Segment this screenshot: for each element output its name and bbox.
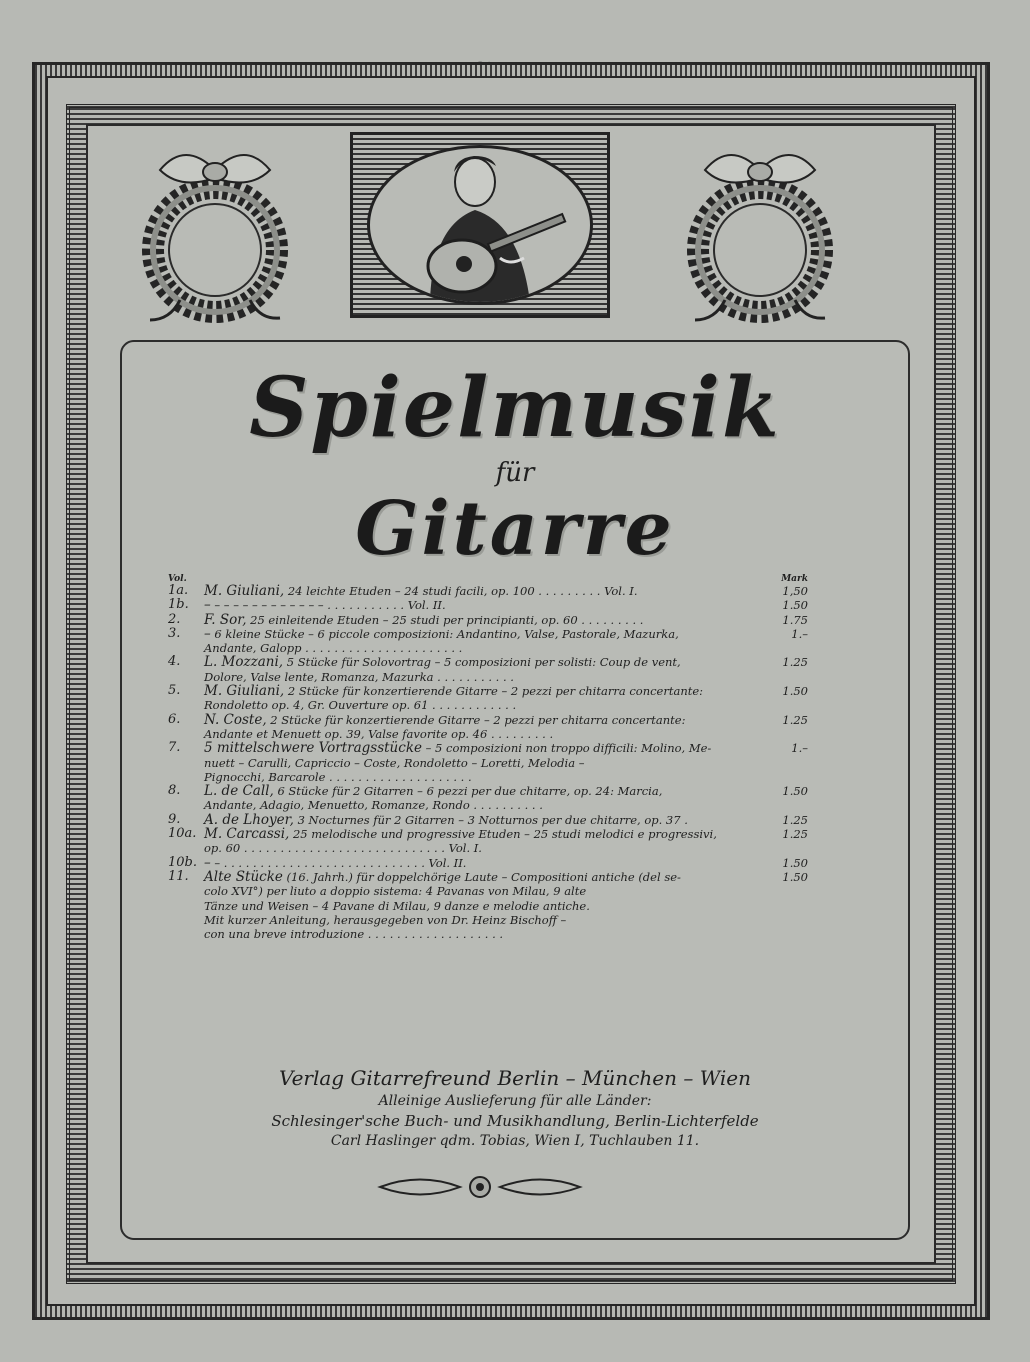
publisher-block xyxy=(0,1066,1030,1149)
entry-number: 10b. xyxy=(168,854,197,870)
catalog-entry xyxy=(168,655,808,684)
page-subtitle: Gitarre xyxy=(355,486,675,572)
entry-price: 1.25 xyxy=(782,827,808,842)
catalog-entry xyxy=(168,827,808,856)
entry-description xyxy=(204,713,766,742)
entry-author: Alte Stücke xyxy=(204,868,283,885)
entry-price: 1.– xyxy=(791,741,808,756)
entry-price: 1.25 xyxy=(782,812,808,827)
entry-description xyxy=(204,598,766,612)
entry-description xyxy=(204,870,766,941)
guitarist-portrait xyxy=(350,132,610,318)
entry-text: – – – – – – – – – – – – . . . . . . . . . . . Vol. II. xyxy=(214,598,446,613)
entry-text: 25 melodische und progressive Etuden – 25 studi melodici e progressivi, op. 60 . . . . . . . . . . . . . . . . . . . . . . . . . . . . Vol. I. xyxy=(204,827,717,856)
laurel-wreath-left-icon xyxy=(120,130,310,330)
distributor-wien: Carl Haslinger qdm. Tobias, Wien I, Tuchlauben 11. xyxy=(330,1133,700,1149)
catalog-entry xyxy=(168,784,808,813)
entry-author: M. Carcassi, xyxy=(204,826,290,843)
entry-author: M. Giuliani, xyxy=(204,583,285,599)
entry-author: – xyxy=(204,625,211,642)
catalog-list xyxy=(168,572,808,941)
entry-number: 8. xyxy=(168,783,181,799)
catalog-entry xyxy=(168,741,808,784)
catalog-entry xyxy=(168,627,808,656)
entry-text: 6 kleine Stücke – 6 piccole composizioni: Andantino, Valse, Pastorale, Mazurka, Andante, Galopp . . . . . . . . . . . . . . . . . . . . . . xyxy=(204,626,679,656)
entry-text: 5 Stücke für Solovortrag – 5 composizioni per solisti: Coup de vent, Dolore, Valse lente, Romanza, Mazurka . . . . . . . . . . . xyxy=(204,655,681,684)
entry-number: 6. xyxy=(168,711,181,727)
entry-number: 10a. xyxy=(168,826,197,842)
catalog-entry xyxy=(168,713,808,742)
entry-description xyxy=(204,784,766,813)
entry-text: (16. Jahrh.) für doppelchörige Laute – Compositioni antiche (del se- colo XVI°) per liuto a doppio sistema: 4 Pavanas von Milau, 9 alte Tänze und Weisen – 4 Pavane di Milau, 9 danze e melodie antiche. Mit kurzer Anleitung, herausgegeben von Dr. Heinz Bischoff – con una breve introduzione . . . . . . . . . . . . . . . . . . . xyxy=(204,869,681,942)
entry-description xyxy=(204,627,766,656)
entry-price: 1.75 xyxy=(782,612,808,627)
page-title: Spielmusik xyxy=(249,360,781,456)
entry-text: – . . . . . . . . . . . . . . . . . . . . . . . . . . . . Vol. II. xyxy=(214,855,467,870)
entry-description xyxy=(204,584,766,598)
entry-author: 5 mittelschwere Vortragsstücke xyxy=(204,740,422,757)
distributor-berlin: Schlesinger'sche Buch- und Musikhandlung, Berlin-Lichterfelde xyxy=(271,1112,759,1130)
catalog-entry xyxy=(168,813,808,827)
entry-number: 1a. xyxy=(168,583,189,598)
catalog-entry xyxy=(168,870,808,941)
entry-number: 7. xyxy=(168,740,181,756)
catalog-entry xyxy=(168,584,808,598)
entry-author: N. Coste, xyxy=(204,711,267,728)
entry-price: 1.50 xyxy=(782,869,808,884)
entry-price: 1.50 xyxy=(782,684,808,699)
entry-number: 5. xyxy=(168,683,181,699)
catalog-entry xyxy=(168,598,808,612)
entry-number: 1b. xyxy=(168,597,189,613)
entry-text: 25 einleitende Etuden – 25 studi per principianti, op. 60 . . . . . . . . . xyxy=(250,612,644,627)
entry-text: 2 Stücke für konzertierende Gitarre – 2 pezzi per chitarra concertante: Andante et Menuett op. 39, Valse favorite op. 46 . . . . . . . . . xyxy=(204,712,686,741)
entry-price: 1.25 xyxy=(782,655,808,670)
entry-description xyxy=(204,813,766,827)
catalog-entry xyxy=(168,856,808,870)
flourish-ornament-icon xyxy=(370,1170,590,1204)
entry-text: – 5 composizioni non troppo difficili: Molino, Me- nuett – Carulli, Capriccio – Coste, Rondoletto – Loretti, Melodia – Pignocchi, Barcarole . . . . . . . . . . . . . . . . . . . . xyxy=(204,741,712,784)
entry-price: 1,50 xyxy=(782,584,808,598)
entry-text: 2 Stücke für konzertierende Gitarre – 2 pezzi per chitarra concertante: Rondoletto op. 4, Gr. Ouverture op. 61 . . . . . . . . . . . . xyxy=(204,684,704,713)
entry-description xyxy=(204,655,766,684)
entry-author: L. de Call, xyxy=(204,783,274,800)
entry-number: 9. xyxy=(168,811,181,827)
entry-text: 6 Stücke für 2 Gitarren – 6 pezzi per due chitarre, op. 24: Marcia, Andante, Adagio, Menuetto, Romanze, Rondo . . . . . . . . . . xyxy=(204,784,663,813)
title-connector: für xyxy=(495,458,535,488)
entry-author: M. Giuliani, xyxy=(204,683,285,700)
entry-number: 2. xyxy=(168,611,181,627)
entry-description xyxy=(204,613,766,627)
entry-author: F. Sor, xyxy=(204,611,247,628)
entry-number: 3. xyxy=(168,625,181,641)
entry-author: – xyxy=(204,597,211,614)
laurel-wreath-right-icon xyxy=(665,130,855,330)
entry-number: 4. xyxy=(168,654,181,670)
entry-description xyxy=(204,741,766,784)
distribution-note: Alleinige Auslieferung für alle Länder: xyxy=(378,1093,652,1109)
entry-description xyxy=(204,684,766,713)
entry-author: A. de Lhoyer, xyxy=(204,811,294,828)
entry-text: 24 leichte Etuden – 24 studi facili, op. 100 . . . . . . . . . Vol. I. xyxy=(287,584,638,598)
entry-price: 1.– xyxy=(791,626,808,641)
entry-author: L. Mozzani, xyxy=(204,654,284,671)
catalog-entry xyxy=(168,613,808,627)
entry-price: 1.50 xyxy=(782,598,808,613)
price-column-label: Mark xyxy=(781,574,808,584)
entry-text: 3 Nocturnes für 2 Gitarren – 3 Notturnos per due chitarre, op. 37 . xyxy=(297,812,688,827)
guitarist-illustration-icon xyxy=(370,148,590,302)
entry-description xyxy=(204,827,766,856)
entry-description xyxy=(204,856,766,870)
entry-price: 1.25 xyxy=(782,712,808,727)
entry-number: 11. xyxy=(168,868,189,884)
catalog-entry xyxy=(168,684,808,713)
entry-price: 1.50 xyxy=(782,855,808,870)
entry-price: 1.50 xyxy=(782,784,808,799)
publisher-name: Verlag Gitarrefreund Berlin – München – Wien xyxy=(278,1066,752,1090)
entry-author: – xyxy=(204,854,211,871)
vol-column-label: Vol. xyxy=(168,574,187,584)
